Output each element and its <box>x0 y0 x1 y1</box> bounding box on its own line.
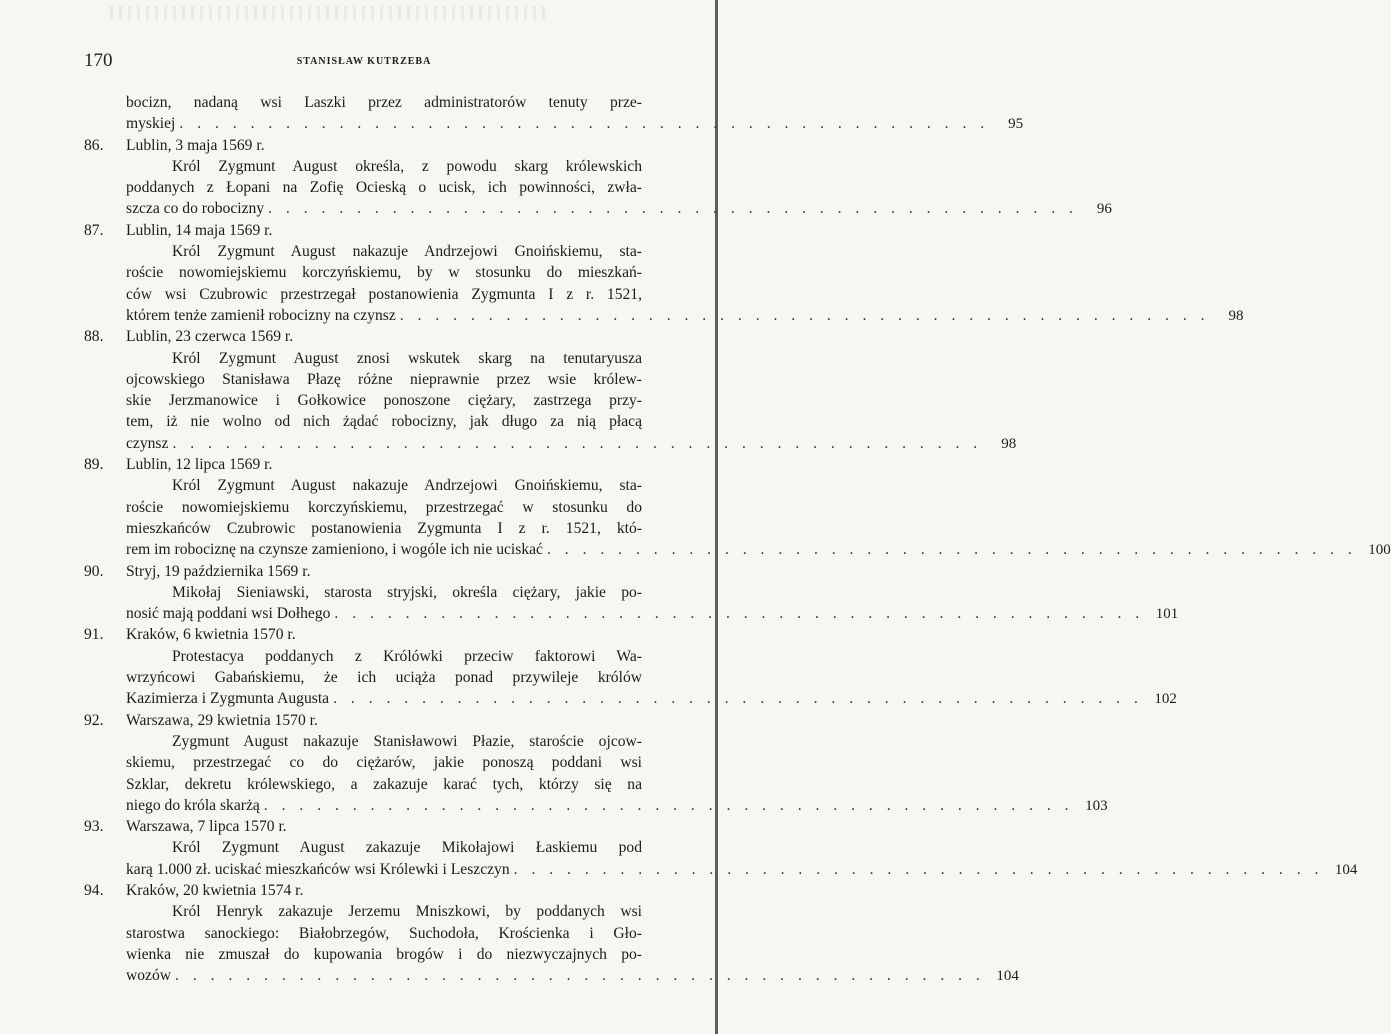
entry-number: 86. <box>84 136 104 154</box>
entry-text-line: Mikołaj Sieniawski, starosta stryjski, określa ciężary, jakie po- <box>172 583 642 601</box>
entry-last-text: Kazimierza i Zygmunta Augusta <box>126 690 330 708</box>
leader-dots: . . . . . . . . . . . . . . . . . . . . . . . . . . . . . . . . . . . . . . . . . . . . . . <box>172 434 983 452</box>
entry-text-line: Król Zygmunt August nakazuje Andrzejowi Gnoińskiemu, sta- <box>172 243 642 261</box>
entry-last-line <box>84 113 1024 134</box>
entry-text-line: skiemu, przestrzegać co do ciężarów, jakie ponoszą poddani wsi <box>126 754 642 772</box>
entry-text-line: wienka nie zmuszał do kupowania brogów i do niezwyczajnych po- <box>126 945 642 963</box>
entry-text-line: starostwa sanockiego: Białobrzegów, Suchodoła, Krościenka i Gło- <box>126 924 642 942</box>
entry-last-line <box>84 539 1391 560</box>
entry-last-text: którem tenże zamienił robocizny na czynsz <box>126 306 396 324</box>
index-entry <box>84 135 1112 220</box>
leader-dots: . . . . . . . . . . . . . . . . . . . . . . . . . . . . . . . . . . . . . . . . . . . . . . <box>513 860 1324 878</box>
entry-page-ref: 104 <box>996 968 1019 985</box>
entry-header-line <box>84 880 684 901</box>
index-entry <box>84 710 1108 816</box>
entry-header-line <box>84 454 684 475</box>
entry-page-ref: 104 <box>1334 861 1358 878</box>
entry-text-line: Protestacya poddanych z Królówki przeciw faktorowi Wa- <box>172 647 642 665</box>
entry-page-ref: 103 <box>1085 797 1108 814</box>
entry-header-line <box>84 710 684 731</box>
entry-text-line: ojcowskiego Stanisława Płazę różne nieprawnie przez wsie królew- <box>126 370 642 388</box>
index-entry <box>84 454 1391 560</box>
entry-last-line <box>84 433 1017 454</box>
index-entry <box>84 880 1019 986</box>
leader-dots: . . . . . . . . . . . . . . . . . . . . . . . . . . . . . . . . . . . . . . . . . . . . . . <box>263 796 1074 814</box>
entry-header-line <box>84 561 684 582</box>
entry-page-ref: 100 <box>1368 542 1391 559</box>
entry-place-date: Warszawa, 7 lipca 1570 r. <box>126 818 287 836</box>
entry-header-line <box>84 624 684 645</box>
entry-page-ref: 95 <box>1008 116 1024 133</box>
leader-dots: . . . . . . . . . . . . . . . . . . . . . . . . . . . . . . . . . . . . . . . . . . . . . . <box>334 605 1145 623</box>
entry-text-line: Król Zygmunt August zakazuje Mikołajowi Łaskiemu pod <box>172 839 642 857</box>
index-entry <box>84 624 1177 709</box>
leader-dots: . . . . . . . . . . . . . . . . . . . . . . . . . . . . . . . . . . . . . . . . . . . . . . <box>333 690 1143 708</box>
entry-text-line: bocizn, nadaną wsi Laszki przez administratorów tenuty prze- <box>126 94 642 111</box>
entry-text-line: poddanych z Łopani na Zofię Ocieską o ucisk, ich powinności, zwła- <box>126 179 642 197</box>
entry-last-text: czynsz <box>126 434 169 452</box>
entry-place-date: Kraków, 20 kwietnia 1574 r. <box>126 881 304 899</box>
entry-text-line: Król Zygmunt August znosi wskutek skarg na tenutaryusza <box>172 349 642 367</box>
entry-text-line: ców wsi Czubrowic przestrzegał postanowienia Zygmunta I z r. 1521, <box>126 285 642 303</box>
entry-place-date: Lublin, 12 lipca 1569 r. <box>126 456 273 474</box>
entry-text-line: Król Zygmunt August nakazuje Andrzejowi Gnoińskiemu, sta- <box>172 477 642 495</box>
entry-place-date: Lublin, 3 maja 1569 r. <box>126 136 265 154</box>
entry-page-ref: 98 <box>1228 307 1244 324</box>
entry-place-date: Lublin, 23 czerwca 1569 r. <box>126 328 294 346</box>
entry-last-text: karą 1.000 zł. uciskać mieszkańców wsi Królewki i Leszczyn <box>126 860 510 878</box>
entry-number: 89. <box>84 456 104 474</box>
entry-page-ref: 101 <box>1155 606 1179 623</box>
entry-number: 93. <box>84 818 104 836</box>
entry-last-line <box>84 795 1108 816</box>
leader-dots: . . . . . . . . . . . . . . . . . . . . . . . . . . . . . . . . . . . . . . . . . . . . . . <box>175 967 985 985</box>
entry-number: 94. <box>84 881 104 899</box>
entry-header-line <box>84 135 684 156</box>
entry-last-line <box>84 305 1244 326</box>
entry-number: 90. <box>84 562 104 580</box>
entry-page-ref: 102 <box>1154 691 1177 708</box>
entry-last-text: nosić mają poddani wsi Dołhego <box>126 605 331 623</box>
scan-smudge <box>110 6 550 20</box>
entry-text-line: Król Zygmunt August określa, z powodu skarg królewskich <box>172 157 642 175</box>
entry-text-line: Zygmunt August nakazuje Stanisławowi Płazie, staroście ojcow- <box>172 732 642 750</box>
entry-last-line <box>84 198 1112 219</box>
entry-number: 88. <box>84 328 104 346</box>
leader-dots: . . . . . . . . . . . . . . . . . . . . . . . . . . . . . . . . . . . . . . . . . . . . . . <box>399 306 1210 324</box>
leader-dots: . . . . . . . . . . . . . . . . . . . . . . . . . . . . . . . . . . . . . . . . . . . . . . <box>179 115 990 133</box>
entry-text-line: Szklar, dekretu królewskiego, a zakazuje karać tych, którzy się na <box>126 775 642 793</box>
entry-text-line: mieszkańców Czubrowic postanowienia Zygmunta I z r. 1521, któ- <box>126 519 642 537</box>
entry-last-line <box>84 859 1358 880</box>
entry-text-line: tem, iż nie wolno od nich żądać robocizny, jak długo za nią płacą <box>126 413 642 431</box>
entry-text-line: Król Henryk zakazuje Jerzemu Mniszkowi, by poddanych wsi <box>172 903 642 921</box>
entry-last-text: rem im robociznę na czynsze zamieniono, i wogóle ich nie uciskać <box>126 541 543 559</box>
running-head: STANISŁAW KUTRZEBA <box>296 56 432 67</box>
entry-text-line: roście nowomiejskiemu korczyńskiemu, przestrzegać w stosunku do <box>126 498 642 516</box>
entry-page-ref: 96 <box>1096 201 1112 218</box>
entry-header-line <box>84 326 684 347</box>
entry-place-date: Lublin, 14 maja 1569 r. <box>126 221 273 239</box>
page-header <box>84 50 644 72</box>
entry-last-text: niego do króla skarżą <box>126 796 260 814</box>
entry-text-line: skie Jerzmanowice i Gołkowice ponoszone ciężary, zastrzega przy- <box>126 392 642 410</box>
entry-last-text: myskiej <box>126 115 176 133</box>
entry-last-line <box>84 965 1019 986</box>
index-entry <box>84 326 1017 454</box>
entry-continuation <box>84 92 1024 135</box>
entry-text-line: wrzyńcowi Gabańskiemu, że ich uciąża ponad przywileje królów <box>126 669 642 687</box>
entry-number: 87. <box>84 221 104 239</box>
entry-last-text: wozów <box>126 967 172 985</box>
entry-text-line: roście nowomiejskiemu korczyńskiemu, by w stosunku do mieszkań- <box>126 264 642 282</box>
entry-number: 91. <box>84 626 104 644</box>
entry-page-ref: 98 <box>1001 435 1017 452</box>
index-entry <box>84 816 1358 880</box>
entry-place-date: Kraków, 6 kwietnia 1570 r. <box>126 626 296 644</box>
entry-last-line <box>84 603 1179 624</box>
entry-place-date: Warszawa, 29 kwietnia 1570 r. <box>126 711 318 729</box>
entry-number: 92. <box>84 711 104 729</box>
entry-header-line <box>84 220 684 241</box>
index-entry <box>84 561 1179 625</box>
leader-dots: . . . . . . . . . . . . . . . . . . . . . . . . . . . . . . . . . . . . . . . . . . . . . . <box>546 541 1357 559</box>
entry-place-date: Stryj, 19 października 1569 r. <box>126 562 311 580</box>
entry-last-text: szcza co do robocizny <box>126 200 265 218</box>
document-index <box>84 92 1391 986</box>
index-entry <box>84 220 1244 326</box>
page-number: 170 <box>84 50 113 71</box>
leader-dots: . . . . . . . . . . . . . . . . . . . . . . . . . . . . . . . . . . . . . . . . . . . . . . <box>268 200 1078 218</box>
entry-header-line <box>84 816 684 837</box>
entry-last-line <box>84 688 1177 709</box>
